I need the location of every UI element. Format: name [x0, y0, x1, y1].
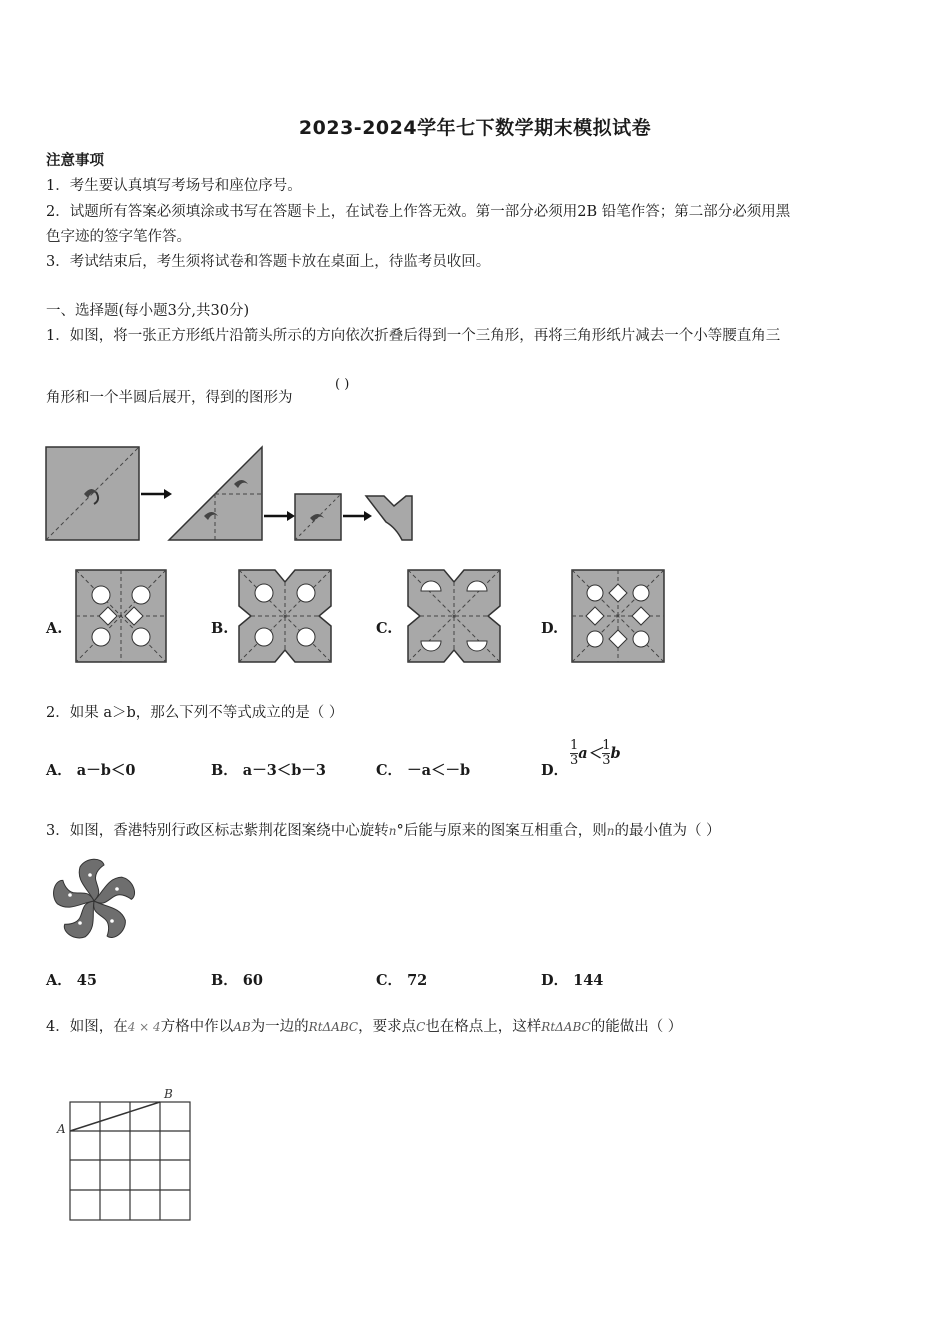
- section-heading: 一、选择题(每小题3分,共30分): [46, 303, 250, 319]
- q4-stem-f: 的能做出（ ）: [590, 1019, 683, 1035]
- q4-stem-d: ，要求点: [358, 1019, 417, 1035]
- q3-option-b: B． 60: [211, 972, 263, 989]
- frac-den-1: 3: [570, 753, 579, 768]
- q1-stem-line1: 1．如图，将一张正方形纸片沿箭头所示的方向依次折叠后得到一个三角形，再将三角形纸片减去一个小等腰直角三: [46, 328, 781, 344]
- q3-stem-c: 的最小值为（ ）: [614, 823, 721, 839]
- q3-option-c: C． 72: [376, 972, 428, 989]
- q4-tri-1: RtΔABC: [308, 1020, 359, 1034]
- q3-option-d: D． 144: [541, 972, 604, 989]
- q4-stem-c: 为一边的: [250, 1019, 309, 1035]
- q4-stem: [46, 1018, 682, 1036]
- q1-option-a-label: A.: [46, 620, 63, 637]
- q3-var-n: n: [388, 824, 397, 838]
- q3-stem: [46, 822, 721, 840]
- q1-answer-paren: ( ): [335, 377, 350, 392]
- notice-item-1: 1．考生要认真填写考场号和座位序号。: [46, 178, 302, 194]
- q1-option-c-label: C.: [376, 620, 393, 637]
- q2-d-b: b: [610, 745, 621, 762]
- notice-heading: 注意事项: [46, 152, 104, 169]
- grid-figure: [56, 1084, 196, 1224]
- q4-stem-b: 方格中作以: [160, 1019, 234, 1035]
- q1-option-d-label: D.: [541, 620, 559, 637]
- q3-stem-a: 3．如图，香港特别行政区标志紫荆花图案绕中心旋转: [46, 823, 389, 839]
- q3-stem-b: °后能与原来的图案互相重合，则: [396, 823, 607, 839]
- q3-var-n-2: n: [606, 824, 615, 838]
- q1-stem-line2: 角形和一个半圆后展开，得到的图形为: [46, 390, 293, 406]
- frac-num-1: 1: [570, 738, 579, 753]
- q2-option-b: B． a－3＜b－3: [211, 762, 327, 779]
- q1-option-b-label: B.: [211, 620, 229, 637]
- page-title: 2023-2024学年七下数学期末模拟试卷: [298, 117, 652, 139]
- q1-option-a-figure: [75, 569, 167, 663]
- q4-stem-e: 也在格点上，这样: [425, 1019, 542, 1035]
- notice-item-2-cont: 色字迹的签字笔作答。: [46, 229, 191, 245]
- grid-label-a: A: [57, 1122, 66, 1136]
- q2-option-d-label: D．: [541, 762, 569, 779]
- frac-den-2: 3: [602, 753, 611, 768]
- q4-tri-2: RtΔABC: [541, 1020, 591, 1034]
- frac-num-2: 1: [602, 738, 611, 753]
- q1-option-d-figure: [571, 569, 665, 665]
- q4-seg-ab: AB: [233, 1020, 251, 1034]
- q1-option-c-figure: [407, 569, 501, 663]
- q2-d-a: a＜: [578, 745, 603, 762]
- q2-option-c: C． －a＜－b: [376, 762, 471, 779]
- folding-diagram: [44, 444, 424, 544]
- q2-option-a: A． a－b＜0: [46, 762, 136, 779]
- notice-item-2: 2．试题所有答案必须填涂或书写在答题卡上，在试卷上作答无效。第一部分必须用2B 铅笔作答；第二部分必须用黑: [46, 204, 791, 220]
- q4-stem-a: 4．如图，在: [46, 1019, 128, 1035]
- bauhinia-figure: [48, 855, 140, 947]
- q4-point-c: C: [416, 1020, 426, 1034]
- q4-grid-size: 4 × 4: [127, 1020, 161, 1034]
- q3-option-a: A． 45: [46, 972, 97, 989]
- q1-option-b-figure: [238, 569, 332, 663]
- grid-label-b: B: [164, 1087, 173, 1101]
- q2-option-d-expr: [570, 739, 621, 768]
- notice-item-3: 3．考试结束后，考生须将试卷和答题卡放在桌面上，待监考员收回。: [46, 254, 491, 270]
- q2-stem: 2．如果 a＞b，那么下列不等式成立的是（ ）: [46, 705, 344, 721]
